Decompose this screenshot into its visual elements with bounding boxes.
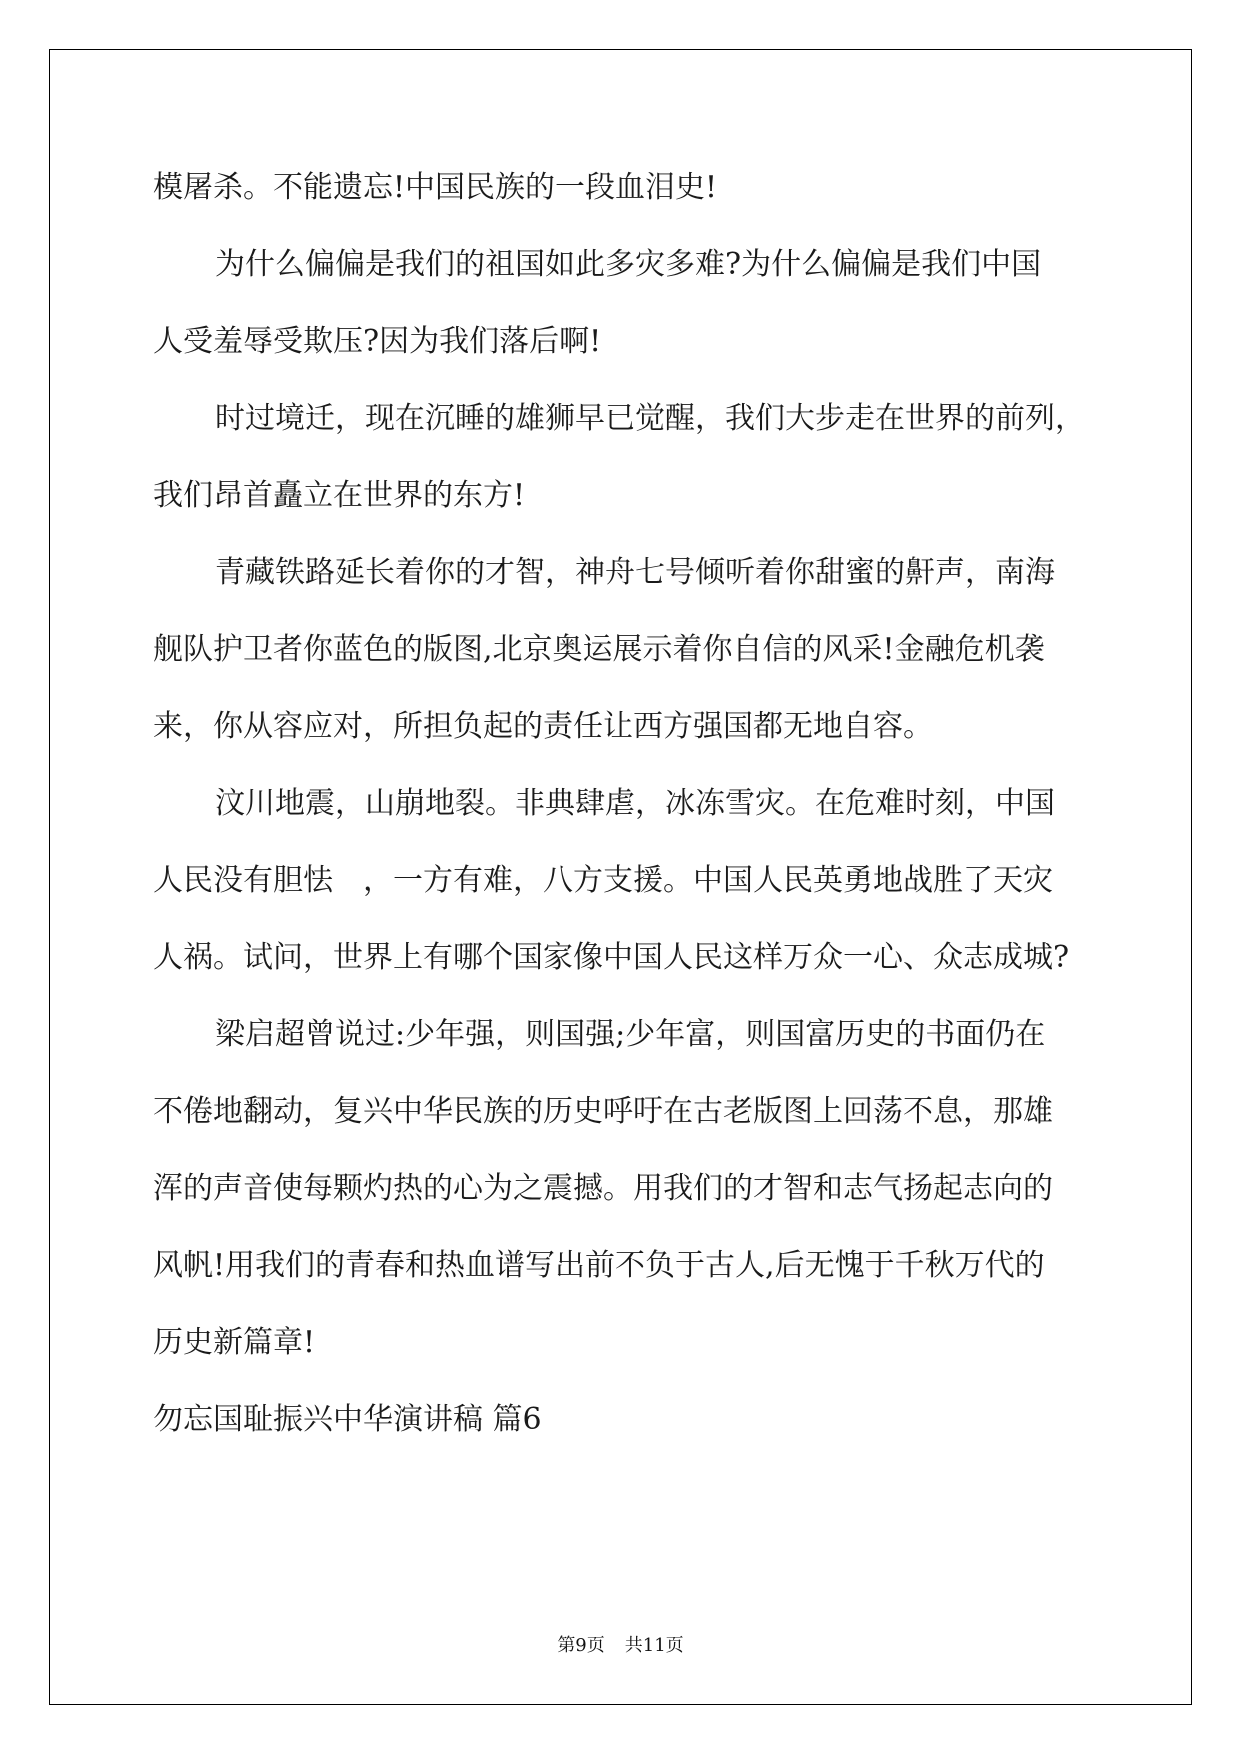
paragraph-start: 青藏铁路延长着你的才智，神舟七号倾听着你甜蜜的鼾声，南海 (215, 555, 1055, 590)
text-line: 不倦地翻动，复兴中华民族的历史呼吁在古老版图上回荡不息，那雄 (153, 1094, 1053, 1129)
page-total: 共11页 (624, 1635, 684, 1656)
text-line: 人民没有胆怯 ，一方有难，八方支援。中国人民英勇地战胜了天灾 (153, 863, 1053, 898)
text-line: 模屠杀。不能遗忘!中国民族的一段血泪史! (153, 170, 718, 205)
text-line: 人祸。试问，世界上有哪个国家像中国人民这样万众一心、众志成城? (153, 940, 1070, 975)
text-line: 来，你从容应对，所担负起的责任让西方强国都无地自容。 (153, 709, 933, 744)
text-line: 浑的声音使每颗灼热的心为之震撼。用我们的才智和志气扬起志向的 (153, 1171, 1053, 1206)
text-line: 人受羞辱受欺压?因为我们落后啊! (153, 324, 602, 359)
section-heading: 勿忘国耻振兴中华演讲稿 篇6 (153, 1402, 542, 1437)
page-number: 第9页 (557, 1635, 605, 1656)
paragraph-start: 汶川地震，山崩地裂。非典肆虐，冰冻雪灾。在危难时刻，中国 (215, 786, 1055, 821)
page-footer (0, 1634, 1241, 1658)
text-line: 我们昂首矗立在世界的东方! (153, 478, 526, 513)
paragraph-start: 为什么偏偏是我们的祖国如此多灾多难?为什么偏偏是我们中国 (215, 247, 1042, 282)
paragraph-start: 梁启超曾说过:少年强，则国强;少年富，则国富历史的书面仍在 (215, 1017, 1046, 1052)
text-line: 舰队护卫者你蓝色的版图,北京奥运展示着你自信的风采!金融危机袭 (153, 632, 1045, 667)
paragraph-start: 时过境迁，现在沉睡的雄狮早已觉醒，我们大步走在世界的前列， (215, 401, 1085, 436)
text-line: 风帆!用我们的青春和热血谱写出前不负于古人,后无愧于千秋万代的 (153, 1248, 1045, 1283)
text-line: 历史新篇章! (153, 1325, 316, 1360)
